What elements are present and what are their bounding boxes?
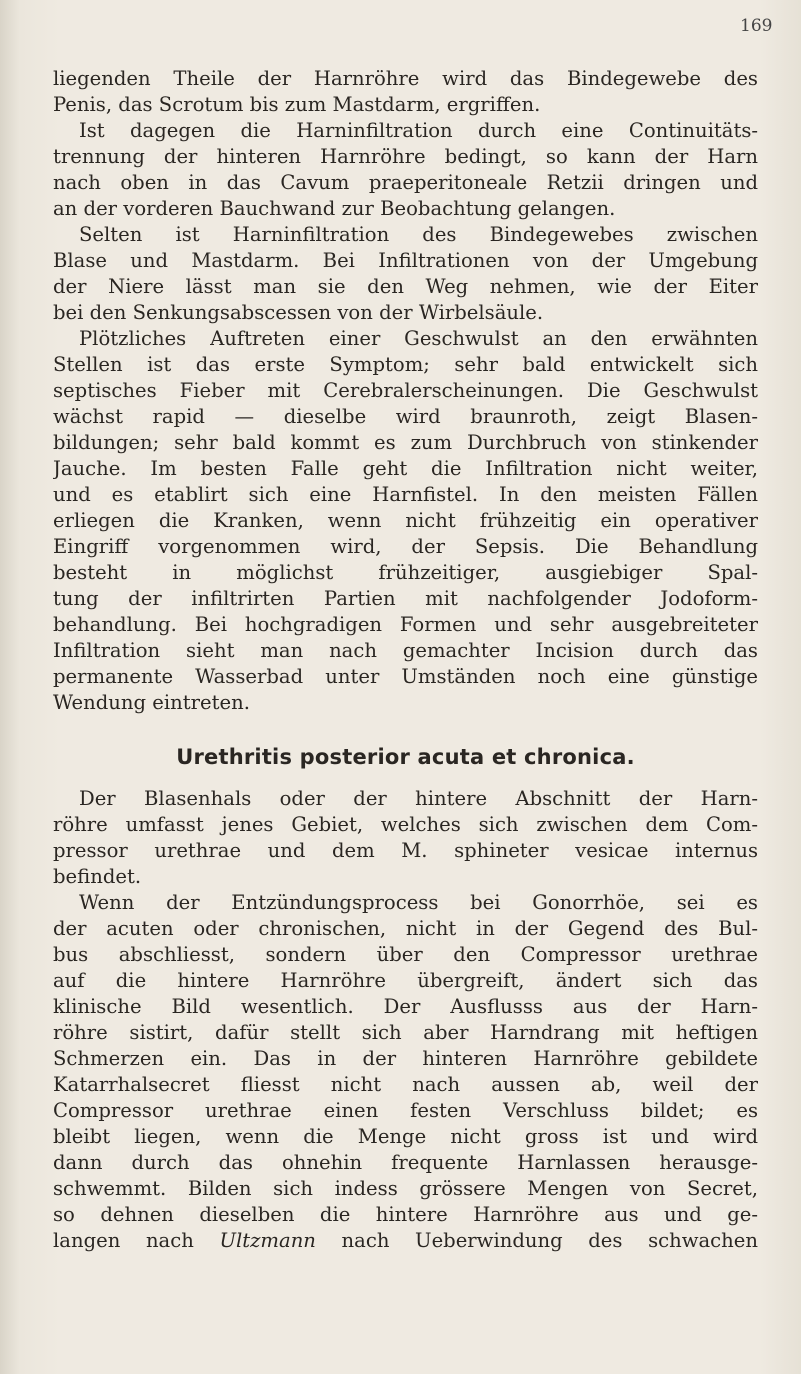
text-line: wächst rapid — dieselbe wird braunroth, zeigt Blasen- xyxy=(53,405,758,428)
text-line-last xyxy=(53,1228,758,1254)
text-fragment: langen nach xyxy=(53,1229,220,1252)
text-line: bus abschliesst, sondern über den Compressor urethrae xyxy=(53,943,758,966)
text-line: permanente Wasserbad unter Umständen noch eine günstige xyxy=(53,665,758,688)
text-line: bei den Senkungsabscessen von der Wirbelsäule. xyxy=(53,301,544,324)
text-line: Wendung eintreten. xyxy=(53,691,250,714)
text-line: Stellen ist das erste Symptom; sehr bald entwickelt sich xyxy=(53,353,758,376)
paragraph-6 xyxy=(53,890,758,1254)
text-line: und es etablirt sich eine Harnfistel. In den meisten Fällen xyxy=(53,483,758,506)
text-line: nach oben in das Cavum praeperitoneale Retzii dringen und xyxy=(53,171,758,194)
text-line: behandlung. Bei hochgradigen Formen und sehr ausgebreiteter xyxy=(53,613,758,636)
text-line: der Niere lässt man sie den Weg nehmen, wie der Eiter xyxy=(53,275,758,298)
paragraph-1 xyxy=(53,66,758,118)
paragraph-2 xyxy=(53,118,758,222)
text-line: erliegen die Kranken, wenn nicht frühzeitig ein operativer xyxy=(53,509,758,532)
text-line: schwemmt. Bilden sich indess grössere Mengen von Secret, xyxy=(53,1177,758,1200)
paragraph-5 xyxy=(53,786,758,890)
text-line: Katarrhalsecret fliesst nicht nach aussen ab, weil der xyxy=(53,1073,758,1096)
text-line: röhre umfasst jenes Gebiet, welches sich zwischen dem Com- xyxy=(53,813,758,836)
text-line: Eingriff vorgenommen wird, der Sepsis. Die Behandlung xyxy=(53,535,758,558)
text-line: Ist dagegen die Harninfiltration durch eine Continuitäts- xyxy=(79,119,758,142)
text-line: liegenden Theile der Harnröhre wird das Bindegewebe des xyxy=(53,67,758,90)
text-line: besteht in möglichst frühzeitiger, ausgiebiger Spal- xyxy=(53,561,758,584)
paragraph-4 xyxy=(53,326,758,716)
text-line: bleibt liegen, wenn die Menge nicht gross ist und wird xyxy=(53,1125,758,1148)
text-line: trennung der hinteren Harnröhre bedingt, so kann der Harn xyxy=(53,145,758,168)
text-line: Blase und Mastdarm. Bei Infiltrationen von der Umgebung xyxy=(53,249,758,272)
text-line: septisches Fieber mit Cerebralerscheinungen. Die Geschwulst xyxy=(53,379,758,402)
text-line: der acuten oder chronischen, nicht in der Gegend des Bul- xyxy=(53,917,758,940)
text-line: klinische Bild wesentlich. Der Ausflusss aus der Harn- xyxy=(53,995,758,1018)
text-line: Jauche. Im besten Falle geht die Infiltration nicht weiter, xyxy=(53,457,758,480)
text-line: Schmerzen ein. Das in der hinteren Harnröhre gebildete xyxy=(53,1047,758,1070)
text-fragment: nach Ueberwindung des schwachen xyxy=(315,1229,758,1252)
section-heading: Urethritis posterior acuta et chronica. xyxy=(176,745,635,769)
page-number: 169 xyxy=(740,16,773,36)
text-line: an der vorderen Bauchwand zur Beobachtung gelangen. xyxy=(53,197,616,220)
body-text xyxy=(53,66,758,1254)
text-line: Plötzliches Auftreten einer Geschwulst an den erwähnten xyxy=(79,327,758,350)
text-line: Selten ist Harninfiltration des Bindegewebes zwischen xyxy=(79,223,758,246)
text-line: röhre sistirt, dafür stellt sich aber Harndrang mit heftigen xyxy=(53,1021,758,1044)
text-line: Penis, das Scrotum bis zum Mastdarm, ergriffen. xyxy=(53,93,541,116)
author-name: Ultzmann xyxy=(219,1229,316,1252)
text-line: bildungen; sehr bald kommt es zum Durchbruch von stinkender xyxy=(53,431,758,454)
text-line: so dehnen dieselben die hintere Harnröhre aus und ge- xyxy=(53,1203,758,1226)
text-line: dann durch das ohnehin frequente Harnlassen herausge- xyxy=(53,1151,758,1174)
text-line: Der Blasenhals oder der hintere Abschnitt der Harn- xyxy=(79,787,758,810)
paragraph-3 xyxy=(53,222,758,326)
text-line: Compressor urethrae einen festen Verschluss bildet; es xyxy=(53,1099,758,1122)
text-line: befindet. xyxy=(53,865,142,888)
text-line: auf die hintere Harnröhre übergreift, ändert sich das xyxy=(53,969,758,992)
text-line: tung der infiltrirten Partien mit nachfolgender Jodoform- xyxy=(53,587,758,610)
text-line: Infiltration sieht man nach gemachter Incision durch das xyxy=(53,639,758,662)
text-line: Wenn der Entzündungsprocess bei Gonorrhöe, sei es xyxy=(79,891,758,914)
text-line: pressor urethrae und dem M. sphineter vesicae internus xyxy=(53,839,758,862)
